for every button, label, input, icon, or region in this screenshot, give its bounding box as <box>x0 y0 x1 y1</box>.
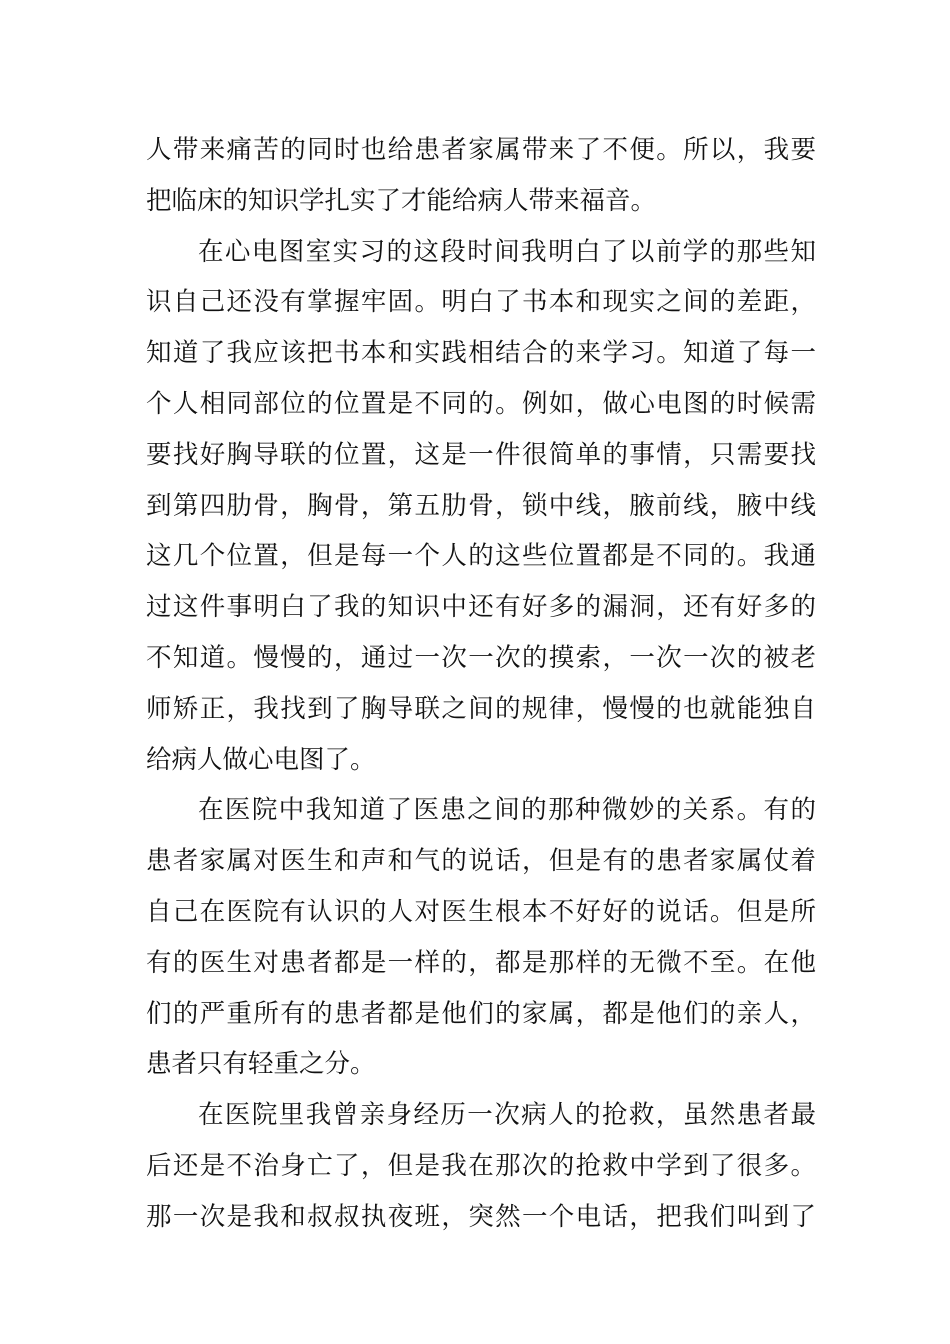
text-line: 知道了我应该把书本和实践相结合的来学习。知道了每一 <box>146 338 816 369</box>
text-line: 在医院里我曾亲身经历一次病人的抢救，虽然患者最 <box>198 1100 816 1131</box>
text-line: 过这件事明白了我的知识中还有好多的漏洞，还有好多的 <box>146 592 816 623</box>
text-line: 那一次是我和叔叔执夜班，突然一个电话，把我们叫到了 <box>146 1201 816 1232</box>
text-line: 自己在医院有认识的人对医生根本不好好的说话。但是所 <box>146 896 816 927</box>
text-line: 在医院中我知道了医患之间的那种微妙的关系。有的 <box>198 795 816 826</box>
text-line: 患者只有轻重之分。 <box>146 1049 376 1080</box>
text-line: 要找好胸导联的位置，这是一件很简单的事情，只需要找 <box>146 439 816 470</box>
body-text <box>146 129 816 1247</box>
text-line: 这几个位置，但是每一个人的这些位置都是不同的。我通 <box>146 541 816 572</box>
text-line: 患者家属对医生和声和气的说话，但是有的患者家属仗着 <box>146 846 816 877</box>
text-line: 人带来痛苦的同时也给患者家属带来了不便。所以，我要 <box>146 135 816 165</box>
text-line: 师矫正，我找到了胸导联之间的规律，慢慢的也就能独自 <box>146 693 816 724</box>
text-line: 不知道。慢慢的，通过一次一次的摸索，一次一次的被老 <box>146 642 816 673</box>
text-line: 在心电图室实习的这段时间我明白了以前学的那些知 <box>198 236 816 267</box>
text-line: 们的严重所有的患者都是他们的家属，都是他们的亲人， <box>146 998 816 1029</box>
paragraph <box>146 789 816 1094</box>
text-line: 到第四肋骨，胸骨，第五肋骨，锁中线，腋前线，腋中线 <box>146 490 816 521</box>
paragraph <box>146 1094 816 1246</box>
text-line: 把临床的知识学扎实了才能给病人带来福音。 <box>146 185 657 216</box>
paragraph <box>146 231 816 790</box>
text-line: 给病人做心电图了。 <box>146 744 376 775</box>
text-line: 个人相同部位的位置是不同的。例如，做心电图的时候需 <box>146 388 816 419</box>
paragraph <box>146 129 816 231</box>
text-line: 有的医生对患者都是一样的，都是那样的无微不至。在他 <box>146 947 816 978</box>
text-line: 后还是不治身亡了，但是我在那次的抢救中学到了很多。 <box>146 1150 816 1181</box>
text-line: 识自己还没有掌握牢固。明白了书本和现实之间的差距， <box>146 287 816 318</box>
